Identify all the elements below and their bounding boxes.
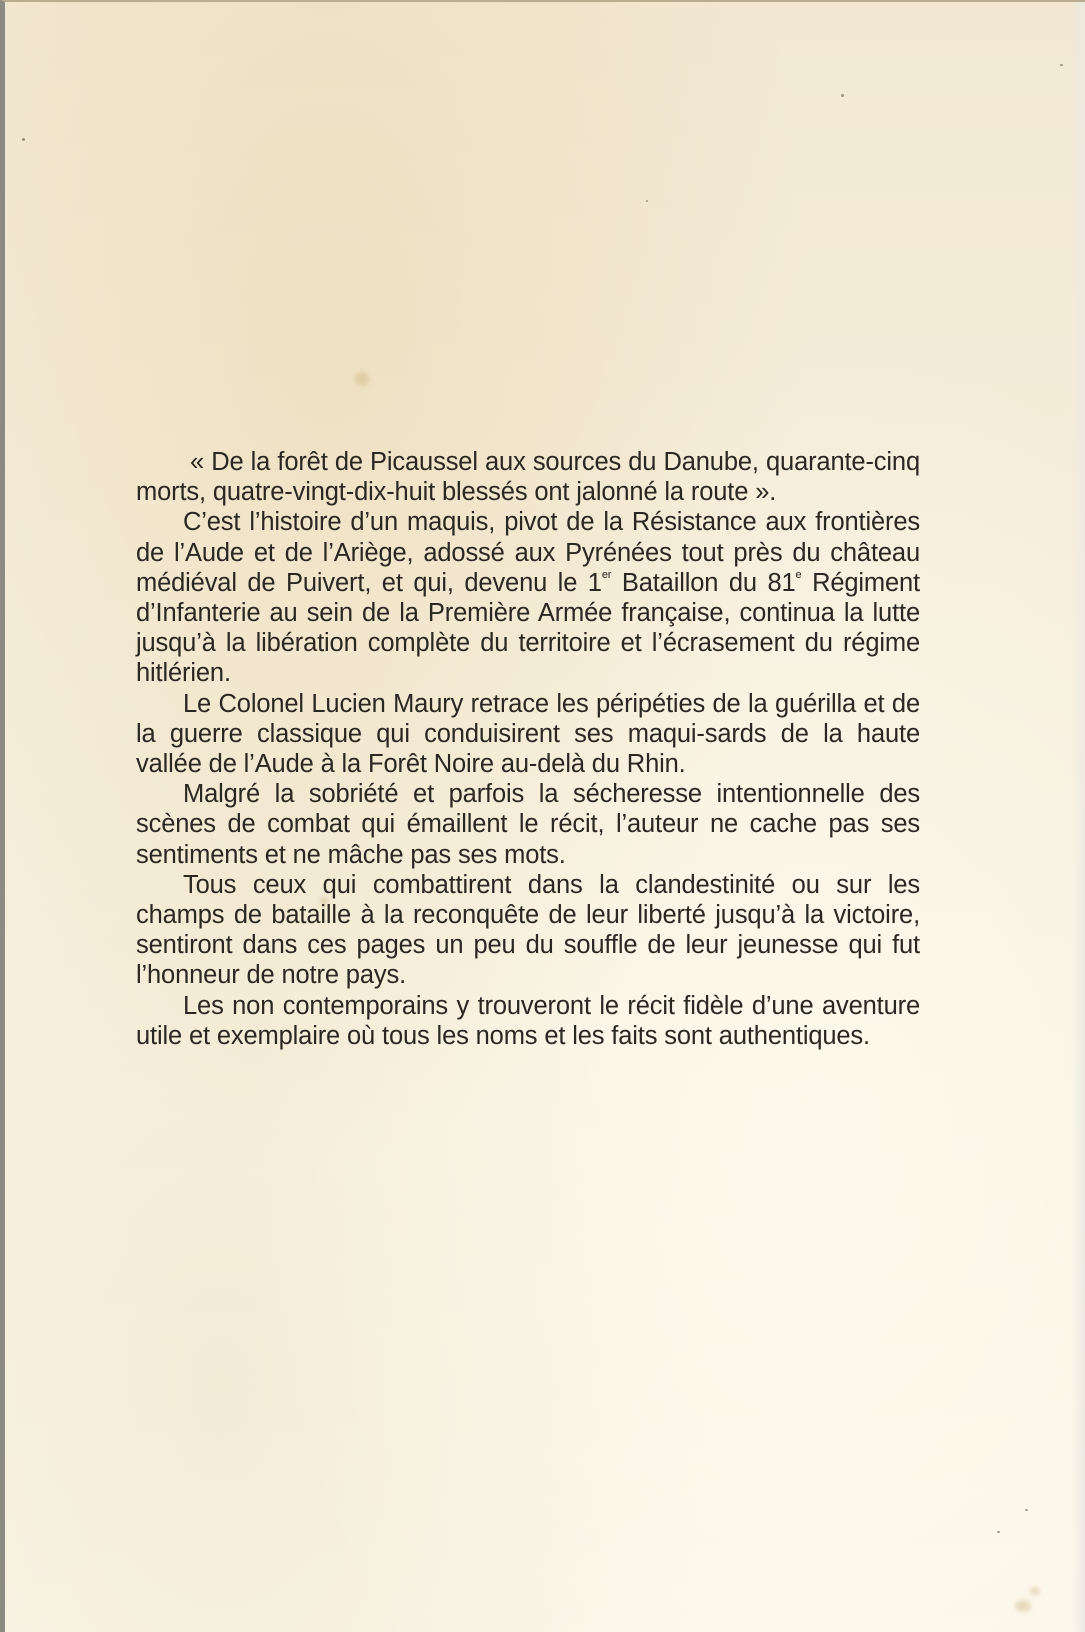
paper-stain: [355, 372, 369, 386]
paper-speck: [841, 94, 844, 97]
paper-stain: [1015, 1600, 1031, 1612]
paper-speck: [997, 1531, 1000, 1533]
blurb-text: [136, 447, 920, 1051]
paragraph-quote: « De la forêt de Picaussel aux sources du Danube, quarante-cinq morts, quatre-vingt-dix-huit blessés ont jalonné la route ».: [136, 448, 920, 507]
paragraph-contemporains: Les non contemporains y trouveront le récit fidèle d’une aventure utile et exemplaire où tous les noms et les faits sont authentiques.: [136, 991, 920, 1050]
histoire-text-part2: Bataillon du 81: [611, 568, 796, 597]
paper-speck: [1060, 64, 1063, 66]
ordinal-superscript-er: er: [601, 568, 612, 581]
histoire-text-part3: Régiment d’Infanterie au sein de la Première Armée française, continua la lutte jusqu’à la libération complète du territoire et l’écrasement du régime hitlérien.: [136, 568, 920, 688]
paper-speck: [22, 138, 25, 141]
paragraph-combattants: Tous ceux qui combattirent dans la clandestinité ou sur les champs de bataille à la reconquête de leur liberté jusqu’à la victoire, sentiront dans ces pages un peu du souffle de leur jeunesse qui fut l’honneur de notre pays.: [136, 870, 920, 990]
paragraph-sobriete: Malgré la sobriété et parfois la sécheresse intentionnelle des scènes de combat qui émaillent le récit, l’auteur ne cache pas ses sentiments et ne mâche pas ses mots.: [136, 780, 920, 869]
paper-stain: [1030, 1587, 1040, 1595]
paper-speck: [646, 200, 648, 202]
ordinal-superscript-e: e: [795, 568, 802, 581]
histoire-text-part1: C’est l’histoire d’un maquis, pivot de la Résistance aux frontières de l’Aude et de l’Ariège, adossé aux Pyrénées tout près du château médiéval de Puivert, et qui, devenu le 1: [136, 508, 920, 597]
paragraph-histoire: [136, 507, 920, 688]
paper-speck: [1025, 1509, 1028, 1511]
paragraph-colonel: Le Colonel Lucien Maury retrace les péripéties de la guérilla et de la guerre classique qui conduisirent ses maqui-sards de la haute vallée de l’Aude à la Forêt Noire au-delà du Rhin.: [136, 689, 920, 779]
page-edge-shadow: [1071, 2, 1085, 1632]
